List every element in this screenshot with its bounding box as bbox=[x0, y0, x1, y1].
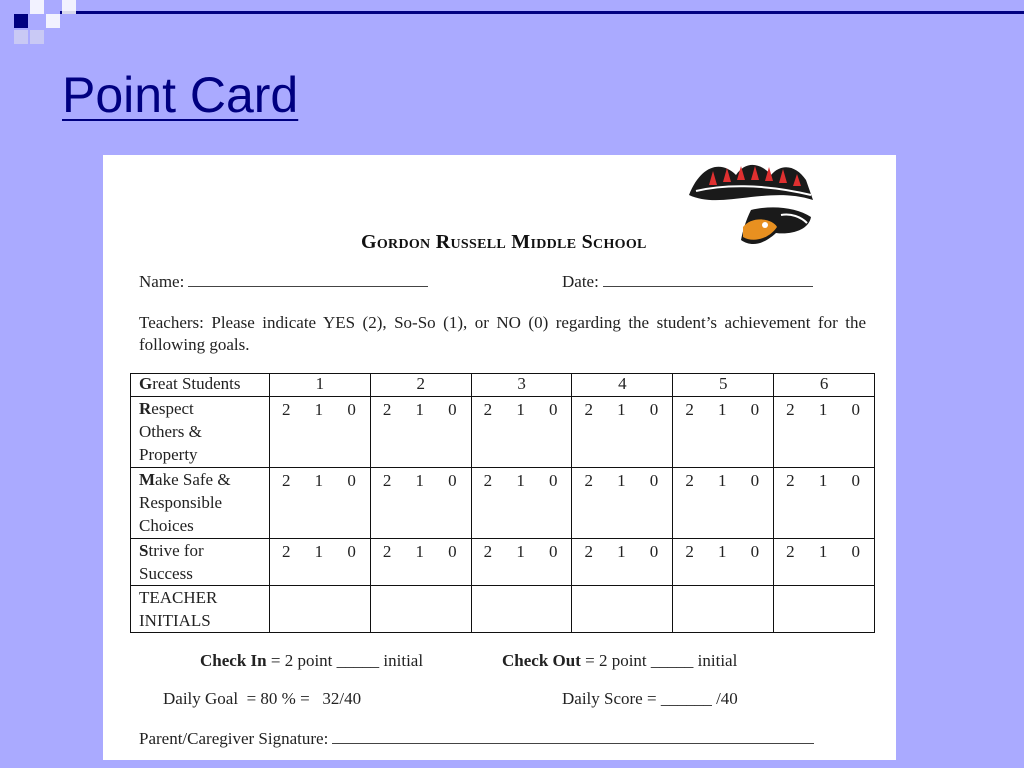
school-name: Gordon Russell Middle School bbox=[361, 231, 647, 253]
goal-label-line: Strive for bbox=[139, 541, 204, 560]
score-option[interactable]: 1 bbox=[717, 542, 727, 561]
check-out-label: Check Out bbox=[502, 651, 581, 670]
score-options bbox=[371, 397, 471, 421]
score-option[interactable]: 2 bbox=[685, 542, 694, 561]
initials-cell[interactable] bbox=[370, 586, 471, 633]
initials-cell[interactable] bbox=[774, 586, 875, 633]
score-option[interactable]: 0 bbox=[448, 542, 457, 561]
score-option[interactable]: 1 bbox=[415, 400, 424, 419]
score-cell[interactable] bbox=[673, 468, 774, 539]
score-option[interactable]: 0 bbox=[750, 400, 760, 419]
score-cell[interactable] bbox=[471, 397, 572, 468]
goal-label-line: Success bbox=[139, 564, 193, 583]
score-option[interactable]: 0 bbox=[851, 400, 860, 419]
signature-blank[interactable] bbox=[332, 729, 814, 744]
score-options bbox=[270, 539, 370, 563]
score-cell[interactable] bbox=[270, 539, 371, 586]
instructions: Teachers: Please indicate YES (2), So-So (1), or NO (0) regarding the student’s achievement for the following goals. bbox=[139, 313, 866, 354]
initials-label-line: INITIALS bbox=[139, 611, 211, 630]
score-cell[interactable] bbox=[270, 468, 371, 539]
goal-label bbox=[131, 397, 270, 468]
score-option[interactable]: 0 bbox=[649, 542, 659, 561]
score-option[interactable]: 1 bbox=[818, 542, 828, 561]
score-option[interactable]: 2 bbox=[584, 400, 593, 419]
decor-square bbox=[30, 0, 44, 14]
check-out-text: = 2 point _____ initial bbox=[585, 651, 738, 670]
score-options bbox=[572, 468, 672, 492]
decor-square bbox=[14, 30, 28, 44]
score-option[interactable]: 2 bbox=[685, 471, 694, 490]
initials-cell[interactable] bbox=[471, 586, 572, 633]
score-option[interactable]: 1 bbox=[516, 471, 525, 490]
goals-table bbox=[130, 373, 875, 633]
score-option[interactable]: 0 bbox=[851, 471, 860, 490]
score-option[interactable]: 1 bbox=[516, 542, 525, 561]
score-options bbox=[774, 468, 874, 492]
goal-label-line: Respect bbox=[139, 399, 194, 418]
score-option[interactable]: 2 bbox=[282, 471, 291, 490]
score-cell[interactable] bbox=[774, 539, 875, 586]
score-option[interactable]: 2 bbox=[584, 471, 593, 490]
score-option[interactable]: 1 bbox=[617, 542, 626, 561]
score-options bbox=[270, 468, 370, 492]
daily-score: Daily Score = ______ /40 bbox=[562, 689, 738, 708]
period-header: 1 bbox=[270, 374, 371, 397]
goal-row bbox=[131, 539, 875, 586]
slide-title: Point Card bbox=[62, 67, 299, 123]
score-option[interactable]: 2 bbox=[382, 400, 392, 419]
score-option[interactable]: 1 bbox=[314, 471, 324, 490]
goal-row bbox=[131, 397, 875, 468]
name-field bbox=[139, 272, 428, 292]
score-cell[interactable] bbox=[572, 468, 673, 539]
score-options bbox=[673, 468, 773, 492]
period-header: 5 bbox=[673, 374, 774, 397]
teacher-initials-row bbox=[131, 586, 875, 633]
score-cell[interactable] bbox=[370, 539, 471, 586]
goal-row bbox=[131, 468, 875, 539]
score-options bbox=[774, 539, 874, 563]
great-students-header: Great Students bbox=[131, 374, 270, 397]
date-field bbox=[562, 272, 813, 292]
score-option[interactable]: 2 bbox=[786, 400, 795, 419]
score-options bbox=[673, 397, 773, 421]
goal-label bbox=[131, 468, 270, 539]
score-option[interactable]: 2 bbox=[786, 542, 795, 561]
score-option[interactable]: 1 bbox=[717, 400, 727, 419]
score-option[interactable]: 0 bbox=[347, 400, 356, 419]
score-cell[interactable] bbox=[572, 539, 673, 586]
score-option[interactable]: 1 bbox=[415, 542, 424, 561]
eagle-flame-logo-icon bbox=[681, 155, 821, 255]
score-option[interactable]: 2 bbox=[282, 400, 291, 419]
score-options bbox=[472, 539, 572, 563]
goal-label-line: Responsible bbox=[139, 493, 223, 512]
score-option[interactable]: 1 bbox=[617, 400, 626, 419]
period-header: 4 bbox=[572, 374, 673, 397]
score-option[interactable]: 1 bbox=[717, 471, 727, 490]
score-option[interactable]: 0 bbox=[649, 471, 659, 490]
initials-cell[interactable] bbox=[673, 586, 774, 633]
score-option[interactable]: 0 bbox=[548, 471, 558, 490]
goal-label-line: Make Safe & bbox=[139, 470, 231, 489]
date-blank[interactable] bbox=[603, 272, 813, 287]
name-label: Name: bbox=[139, 272, 185, 291]
initials-cell[interactable] bbox=[270, 586, 371, 633]
score-options bbox=[774, 397, 874, 421]
score-option[interactable]: 0 bbox=[750, 542, 760, 561]
score-options bbox=[472, 397, 572, 421]
score-options bbox=[472, 468, 572, 492]
score-option[interactable]: 0 bbox=[548, 400, 558, 419]
score-options bbox=[572, 539, 672, 563]
date-label: Date: bbox=[562, 272, 599, 291]
initials-cell[interactable] bbox=[572, 586, 673, 633]
score-option[interactable]: 2 bbox=[483, 542, 493, 561]
decor-square bbox=[30, 30, 44, 44]
score-option[interactable]: 0 bbox=[548, 542, 558, 561]
daily-goal: Daily Goal = 80 % = 32/40 bbox=[163, 689, 362, 708]
top-rule bbox=[60, 11, 1024, 14]
score-option[interactable]: 2 bbox=[786, 471, 795, 490]
score-cell[interactable] bbox=[774, 468, 875, 539]
score-cell[interactable] bbox=[572, 397, 673, 468]
score-cell[interactable] bbox=[774, 397, 875, 468]
period-header: 2 bbox=[370, 374, 471, 397]
period-header: 3 bbox=[471, 374, 572, 397]
score-cell[interactable] bbox=[673, 397, 774, 468]
score-option[interactable]: 1 bbox=[415, 471, 424, 490]
score-option[interactable]: 2 bbox=[282, 542, 291, 561]
score-option[interactable]: 1 bbox=[314, 400, 324, 419]
teacher-initials-label bbox=[131, 586, 270, 633]
score-option[interactable]: 1 bbox=[617, 471, 626, 490]
table-header-row bbox=[131, 374, 875, 397]
score-option[interactable]: 1 bbox=[818, 400, 828, 419]
initials-label-line: TEACHER bbox=[139, 588, 218, 607]
score-option[interactable]: 0 bbox=[750, 471, 760, 490]
check-in-line bbox=[200, 651, 423, 671]
decor-square bbox=[62, 0, 76, 14]
score-option[interactable]: 2 bbox=[584, 542, 593, 561]
score-option[interactable]: 0 bbox=[448, 400, 457, 419]
signature-label: Parent/Caregiver Signature: bbox=[139, 729, 329, 748]
score-cell[interactable] bbox=[471, 539, 572, 586]
point-card bbox=[103, 155, 896, 760]
goal-label-line: Property bbox=[139, 445, 198, 464]
score-option[interactable]: 0 bbox=[347, 471, 356, 490]
signature-field bbox=[139, 729, 814, 749]
score-cell[interactable] bbox=[270, 397, 371, 468]
check-in-label: Check In bbox=[200, 651, 267, 670]
score-option[interactable]: 2 bbox=[382, 471, 392, 490]
decor-square bbox=[46, 14, 60, 28]
score-option[interactable]: 0 bbox=[448, 471, 457, 490]
score-option[interactable]: 1 bbox=[516, 400, 525, 419]
score-options bbox=[572, 397, 672, 421]
period-header: 6 bbox=[774, 374, 875, 397]
score-options bbox=[371, 539, 471, 563]
check-in-text: = 2 point _____ initial bbox=[270, 651, 424, 670]
score-option[interactable]: 0 bbox=[649, 400, 659, 419]
score-option[interactable]: 0 bbox=[347, 542, 356, 561]
score-option[interactable]: 1 bbox=[314, 542, 324, 561]
score-option[interactable]: 2 bbox=[483, 400, 493, 419]
score-cell[interactable] bbox=[370, 397, 471, 468]
score-options bbox=[270, 397, 370, 421]
score-option[interactable]: 1 bbox=[818, 471, 828, 490]
check-out-line bbox=[502, 651, 737, 671]
score-cell[interactable] bbox=[370, 468, 471, 539]
score-cell[interactable] bbox=[673, 539, 774, 586]
score-options bbox=[371, 468, 471, 492]
score-option[interactable]: 2 bbox=[685, 400, 694, 419]
score-cell[interactable] bbox=[471, 468, 572, 539]
score-option[interactable]: 2 bbox=[483, 471, 493, 490]
score-options bbox=[673, 539, 773, 563]
decor-square bbox=[14, 14, 28, 28]
name-blank[interactable] bbox=[188, 272, 428, 287]
goal-label bbox=[131, 539, 270, 586]
score-option[interactable]: 0 bbox=[851, 542, 860, 561]
goal-label-line: Others & bbox=[139, 422, 202, 441]
score-option[interactable]: 2 bbox=[382, 542, 392, 561]
goal-label-line: Choices bbox=[139, 516, 194, 535]
